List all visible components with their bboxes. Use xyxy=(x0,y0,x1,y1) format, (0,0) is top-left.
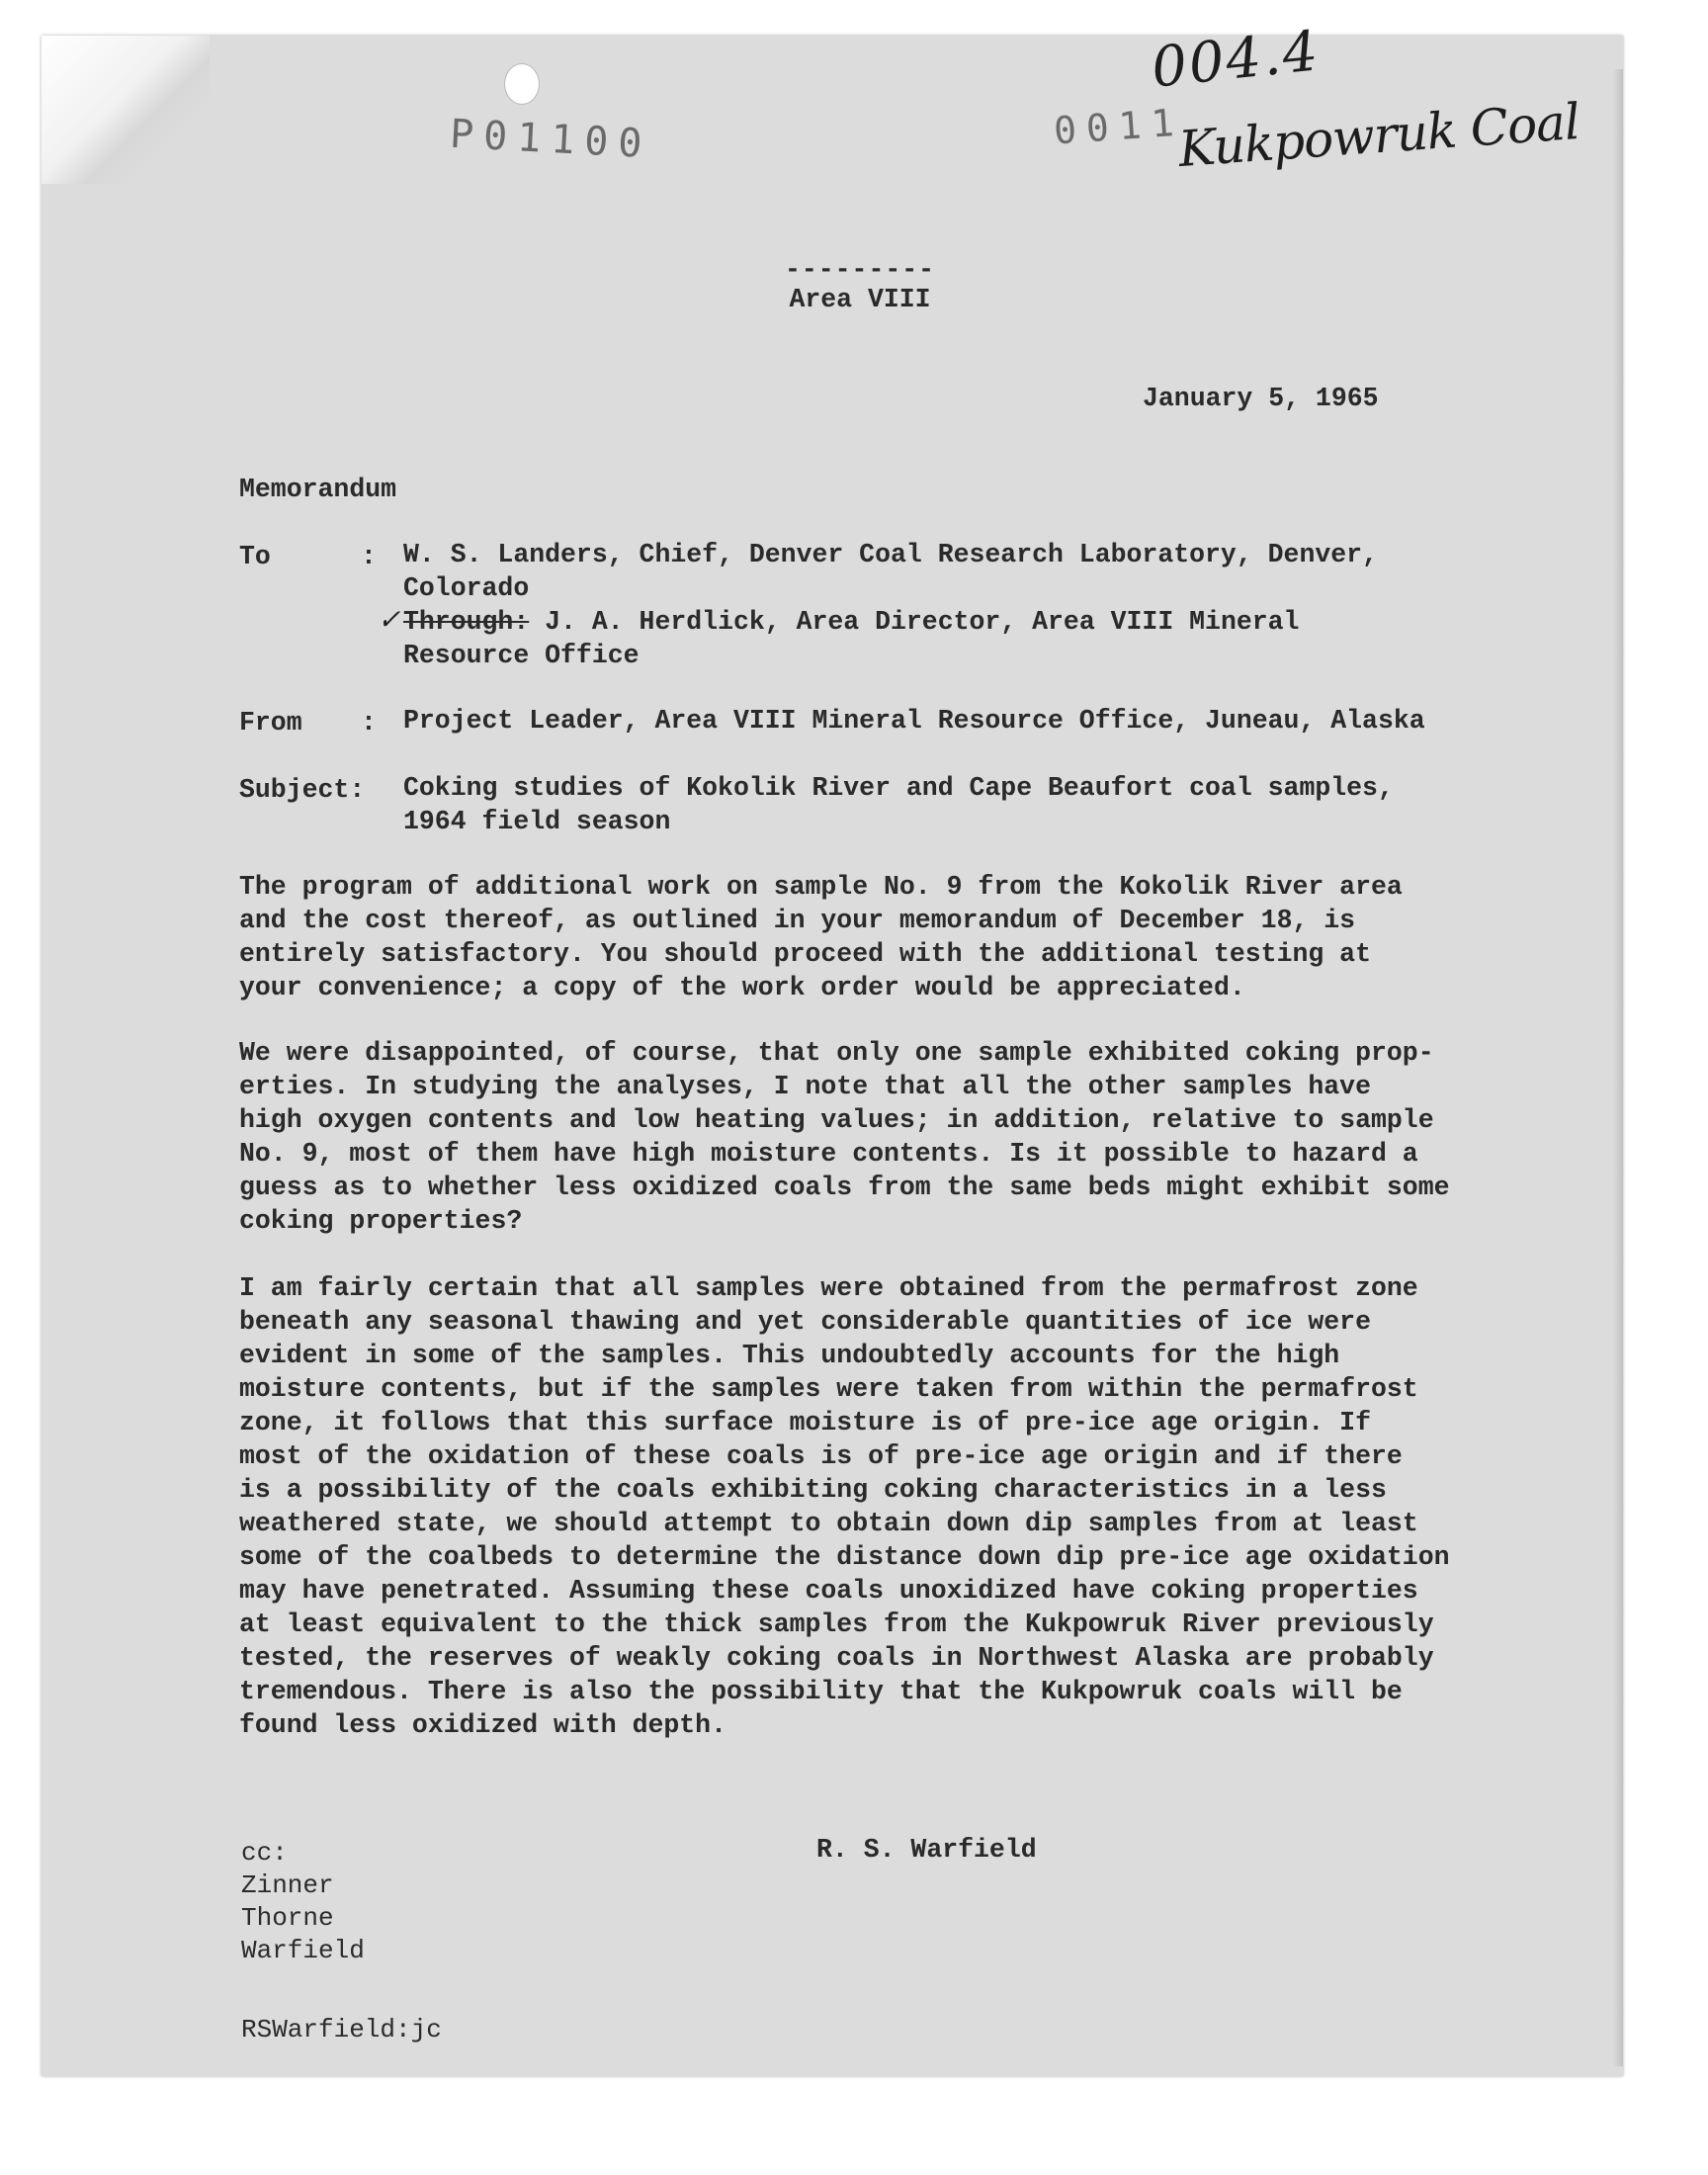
punch-hole xyxy=(504,63,540,105)
memo-label: Memorandum xyxy=(239,475,397,504)
cc-label: cc: xyxy=(241,1838,288,1868)
paragraph-3: I am fairly certain that all samples were obtained from the permafrost zone beneath any seasonal thawing and yet considerable quantities of ice were evident in some of the samples. This undoubtedly accounts for the high moisture contents, but if the samples were taken from within the permafrost zone, it follows that this surface moisture is of pre-ice age origin. If most of the oxidation of these coals is of pre-ice age origin and if there is a possibility of the coals exhibiting coking characteristics in a less weathered state, we should attempt to obtain down dip samples from at least some of the coalbeds to determine the distance down dip pre-ice age oxidation may have penetrated. Assuming these coals unoxidized have coking properties at least equivalent to the thick samples from the Kukpowruk River previously tested, the reserves of weakly coking coals in Northwest Alaska are probably tremendous. There is also the possibility that the Kukpowruk coals will be found less oxidized with depth. xyxy=(239,1273,1450,1740)
handwritten-note: Kukpowruk Coal xyxy=(1176,92,1581,179)
through-label: Through: xyxy=(403,607,530,637)
to-line-2: Colorado xyxy=(403,573,530,603)
from-value: Project Leader, Area VIII Mineral Resource Office, Juneau, Alaska xyxy=(403,706,1425,736)
through-text: J. A. Herdlick, Area Director, Area VIII Mineral xyxy=(529,607,1300,637)
to-label: To xyxy=(239,542,271,571)
folded-corner xyxy=(42,36,210,184)
memo-date: January 5, 1965 xyxy=(1143,384,1379,413)
subject-line-1: Coking studies of Kokolik River and Cape Beaufort coal samples, xyxy=(403,773,1394,803)
paragraph-1: The program of additional work on sample No. 9 from the Kokolik River area and the cost thereof, as outlined in your memorandum of December 18, is entirely satisfactory. You should proceed with the additional testing at your convenience; a copy of the work order would be appreciated. xyxy=(239,872,1403,1002)
signature-name: R. S. Warfield xyxy=(816,1835,1037,1865)
checkmark-icon: ✓ xyxy=(378,603,401,636)
cc-name: Warfield xyxy=(241,1936,365,1965)
archive-stamp-right: 0011 xyxy=(1052,100,1185,153)
to-recipient xyxy=(378,538,1378,672)
through-line-2: Resource Office xyxy=(403,641,640,670)
cc-name: Zinner xyxy=(241,1870,334,1900)
archive-stamp-left: P01100 xyxy=(448,111,653,168)
sheet-edge-shadow xyxy=(1613,69,1623,2066)
from-label: From xyxy=(239,708,302,738)
cc-name: Thorne xyxy=(241,1903,334,1933)
subject-label: Subject: xyxy=(239,775,366,805)
handwritten-file-number: 004.4 xyxy=(1149,19,1324,101)
to-colon: : xyxy=(361,542,377,571)
through-line xyxy=(378,603,1378,639)
paragraph-2: We were disappointed, of course, that only one sample exhibited coking prop- erties. In studying the analyses, I note that all the other samples have high oxygen contents and low heating values; in addition, relative to sample No. 9, most of them have high moisture contents. Is it possible to hazard a guess as to whether less oxidized coals from the same beds might exhibit some coking properties? xyxy=(239,1038,1450,1236)
subject-value xyxy=(403,771,1394,838)
typist-initials: RSWarfield:jc xyxy=(241,2015,442,2044)
header-dashes: --------- xyxy=(784,255,936,285)
cc-list xyxy=(241,1837,365,1967)
subject-line-2: 1964 field season xyxy=(403,807,671,836)
from-colon: : xyxy=(361,708,377,738)
area-heading: Area VIII xyxy=(789,285,931,314)
to-line-1: W. S. Landers, Chief, Denver Coal Research Laboratory, Denver, xyxy=(403,540,1378,569)
